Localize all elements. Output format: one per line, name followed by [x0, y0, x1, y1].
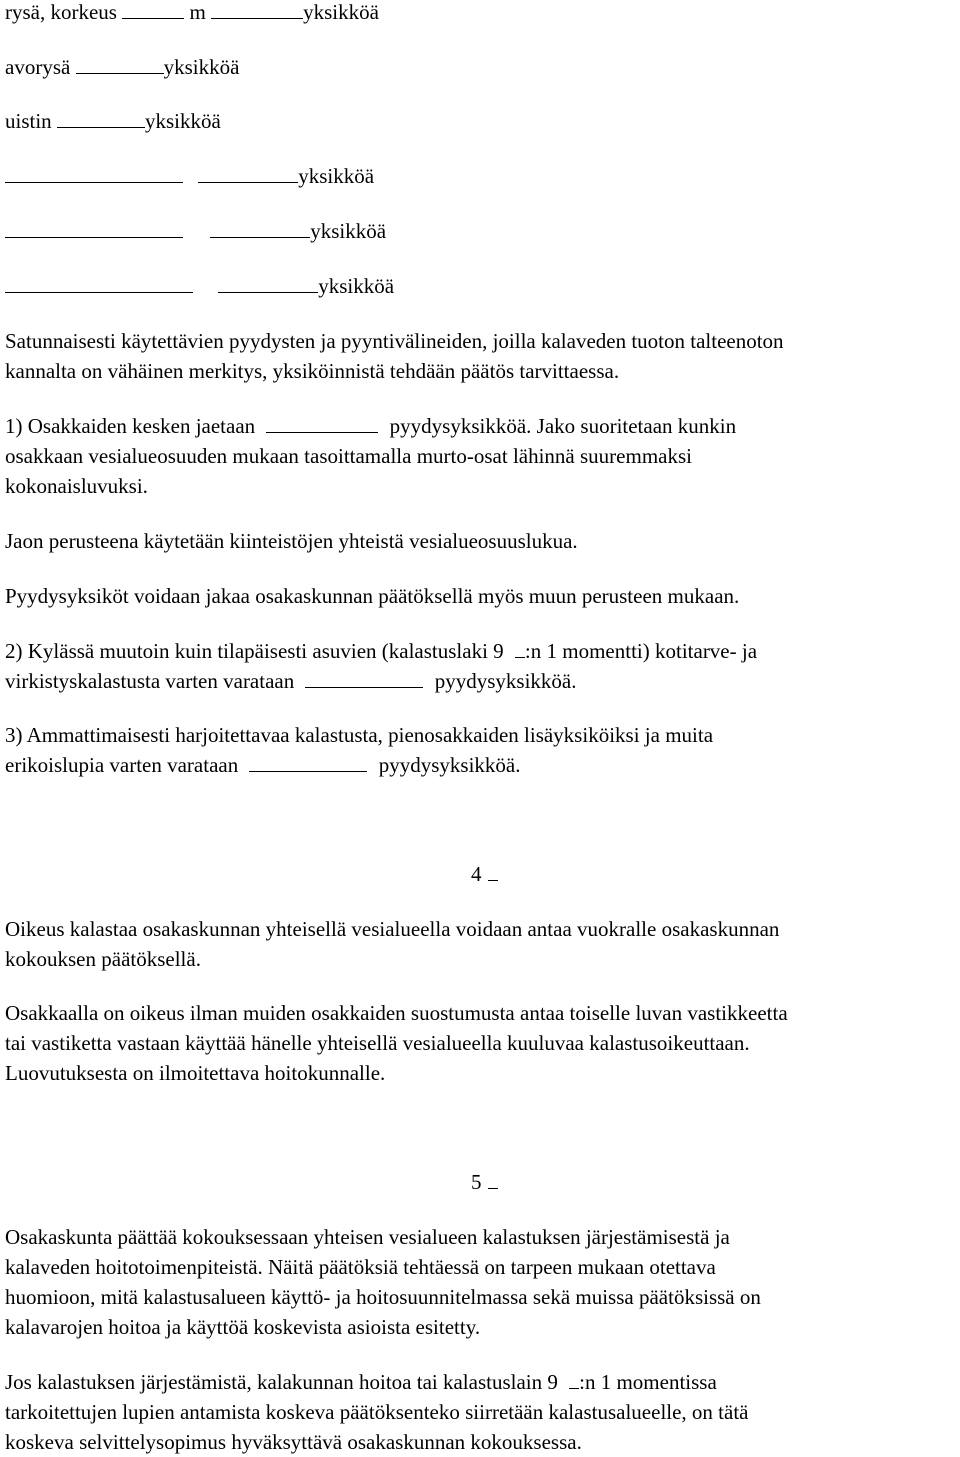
form-label: rysä, korkeus	[5, 0, 117, 24]
form-line-uistin	[5, 106, 221, 136]
form-unit: yksikköä	[163, 55, 240, 79]
text-fragment: pyydysyksikköä.	[434, 669, 577, 693]
text-line: Jaon perusteena käytetään kiinteistöjen yhteistä vesialueosuuslukua.	[5, 529, 578, 553]
text-fragment: pyydysyksikköä. Jako suoritetaan kunkin	[389, 414, 737, 438]
paragraph-sec4-2	[5, 998, 955, 1088]
text-line	[5, 666, 955, 696]
blank-field[interactable]	[211, 0, 303, 19]
section-heading-4	[471, 859, 498, 889]
blank-field[interactable]	[5, 164, 183, 183]
text-line: Pyydysyksiköt voidaan jakaa osakaskunnan päätöksellä myös muun perusteen mukaan.	[5, 584, 740, 608]
section-symbol	[488, 864, 498, 881]
text-line: kokonaisluvuksi.	[5, 474, 148, 498]
blank-field[interactable]	[5, 274, 193, 293]
text-line: osakkaan vesialueosuuden mukaan tasoittamalla murto-osat lähinnä suuremmaksi	[5, 444, 692, 468]
paragraph-satunnaisesti	[5, 326, 955, 386]
form-unit: yksikköä	[144, 109, 221, 133]
blank-field[interactable]	[76, 55, 164, 74]
section-number: 5	[471, 1170, 482, 1194]
paragraph-sec5-2	[5, 1367, 955, 1457]
text-line: 3) Ammattimaisesti harjoitettavaa kalastusta, pienosakkaiden lisäyksiköiksi ja muita	[5, 723, 714, 747]
form-line-blank-1	[5, 161, 374, 191]
text-line	[5, 636, 955, 666]
text-line: kokouksen päätöksellä.	[5, 947, 201, 971]
blank-field[interactable]	[122, 0, 184, 19]
paragraph-2	[5, 636, 955, 696]
text-line: Osakkaalla on oikeus ilman muiden osakkaiden suostumusta antaa toiselle luvan vastikkeetta	[5, 1001, 788, 1025]
form-label: uistin	[5, 109, 52, 133]
text-fragment: virkistyskalastusta varten varataan	[5, 669, 295, 693]
blank-field[interactable]	[210, 219, 310, 238]
form-line-avorysa	[5, 52, 239, 82]
form-unit: yksikköä	[298, 164, 375, 188]
form-line-blank-2	[5, 216, 386, 246]
text-line	[5, 750, 955, 780]
paragraph-jaon	[5, 526, 578, 556]
form-label: avorysä	[5, 55, 71, 79]
form-unit: m	[189, 0, 206, 24]
form-unit: yksikköä	[303, 0, 379, 24]
section-symbol	[488, 1172, 498, 1189]
form-unit: yksikköä	[310, 219, 387, 243]
blank-field[interactable]	[57, 109, 145, 128]
paragraph-3	[5, 720, 955, 780]
text-line: kalaveden hoitotoimenpiteistä. Näitä päätöksiä tehtäessä on tarpeen mukaan otettava	[5, 1255, 716, 1279]
paragraph-sec4-1	[5, 914, 955, 974]
paragraph-pyydysyksikot	[5, 581, 739, 611]
paragraph-sec5-1	[5, 1222, 955, 1342]
form-line-blank-3	[5, 271, 394, 301]
section-symbol	[569, 1372, 579, 1389]
text-line	[5, 1367, 955, 1397]
text-fragment: :n 1 momentissa	[579, 1370, 717, 1394]
text-fragment: pyydysyksikköä.	[378, 753, 521, 777]
text-line: tarkoitettujen lupien antamista koskeva päätöksenteko siirretään kalastusalueelle, on tätä	[5, 1400, 749, 1424]
text-line	[5, 411, 955, 441]
section-symbol	[515, 641, 525, 658]
blank-field[interactable]	[218, 274, 318, 293]
text-line: koskeva selvittelysopimus hyväksyttävä osakaskunnan kokouksessa.	[5, 1430, 582, 1454]
text-line: kalavarojen hoitoa ja käyttöä koskevista asioista esitetty.	[5, 1315, 481, 1339]
text-line: Satunnaisesti käytettävien pyydysten ja pyyntivälineiden, joilla kalaveden tuoton talteenoton	[5, 329, 784, 353]
text-line: huomioon, mitä kalastusalueen käyttö- ja hoitosuunnitelmassa sekä muissa päätöksissä on	[5, 1285, 761, 1309]
text-fragment: Jos kalastuksen järjestämistä, kalakunnan hoitoa tai kalastuslain 9	[5, 1370, 558, 1394]
blank-field[interactable]	[266, 414, 378, 433]
text-fragment: :n 1 momentti) kotitarve- ja	[524, 639, 758, 663]
paragraph-1	[5, 411, 955, 501]
text-fragment: 1) Osakkaiden kesken jaetaan	[5, 414, 256, 438]
form-line-rysa	[5, 0, 379, 27]
blank-field[interactable]	[249, 753, 367, 772]
text-fragment: erikoislupia varten varataan	[5, 753, 239, 777]
form-unit: yksikköä	[318, 274, 395, 298]
text-line: kannalta on vähäinen merkitys, yksiköinnistä tehdään päätös tarvittaessa.	[5, 359, 620, 383]
text-line: Oikeus kalastaa osakaskunnan yhteisellä vesialueella voidaan antaa vuokralle osakaskunnan	[5, 917, 780, 941]
text-line: Luovutuksesta on ilmoitettava hoitokunnalle.	[5, 1061, 386, 1085]
text-fragment: 2) Kylässä muutoin kuin tilapäisesti asuvien (kalastuslaki 9	[5, 639, 504, 663]
blank-field[interactable]	[305, 669, 423, 688]
blank-field[interactable]	[198, 164, 298, 183]
section-heading-5	[471, 1167, 498, 1197]
blank-field[interactable]	[5, 219, 183, 238]
text-line: tai vastiketta vastaan käyttää hänelle yhteisellä vesialueella kuuluvaa kalastusoikeuttaan.	[5, 1031, 750, 1055]
text-line: Osakaskunta päättää kokouksessaan yhteisen vesialueen kalastuksen järjestämisestä ja	[5, 1225, 730, 1249]
section-number: 4	[471, 862, 482, 886]
